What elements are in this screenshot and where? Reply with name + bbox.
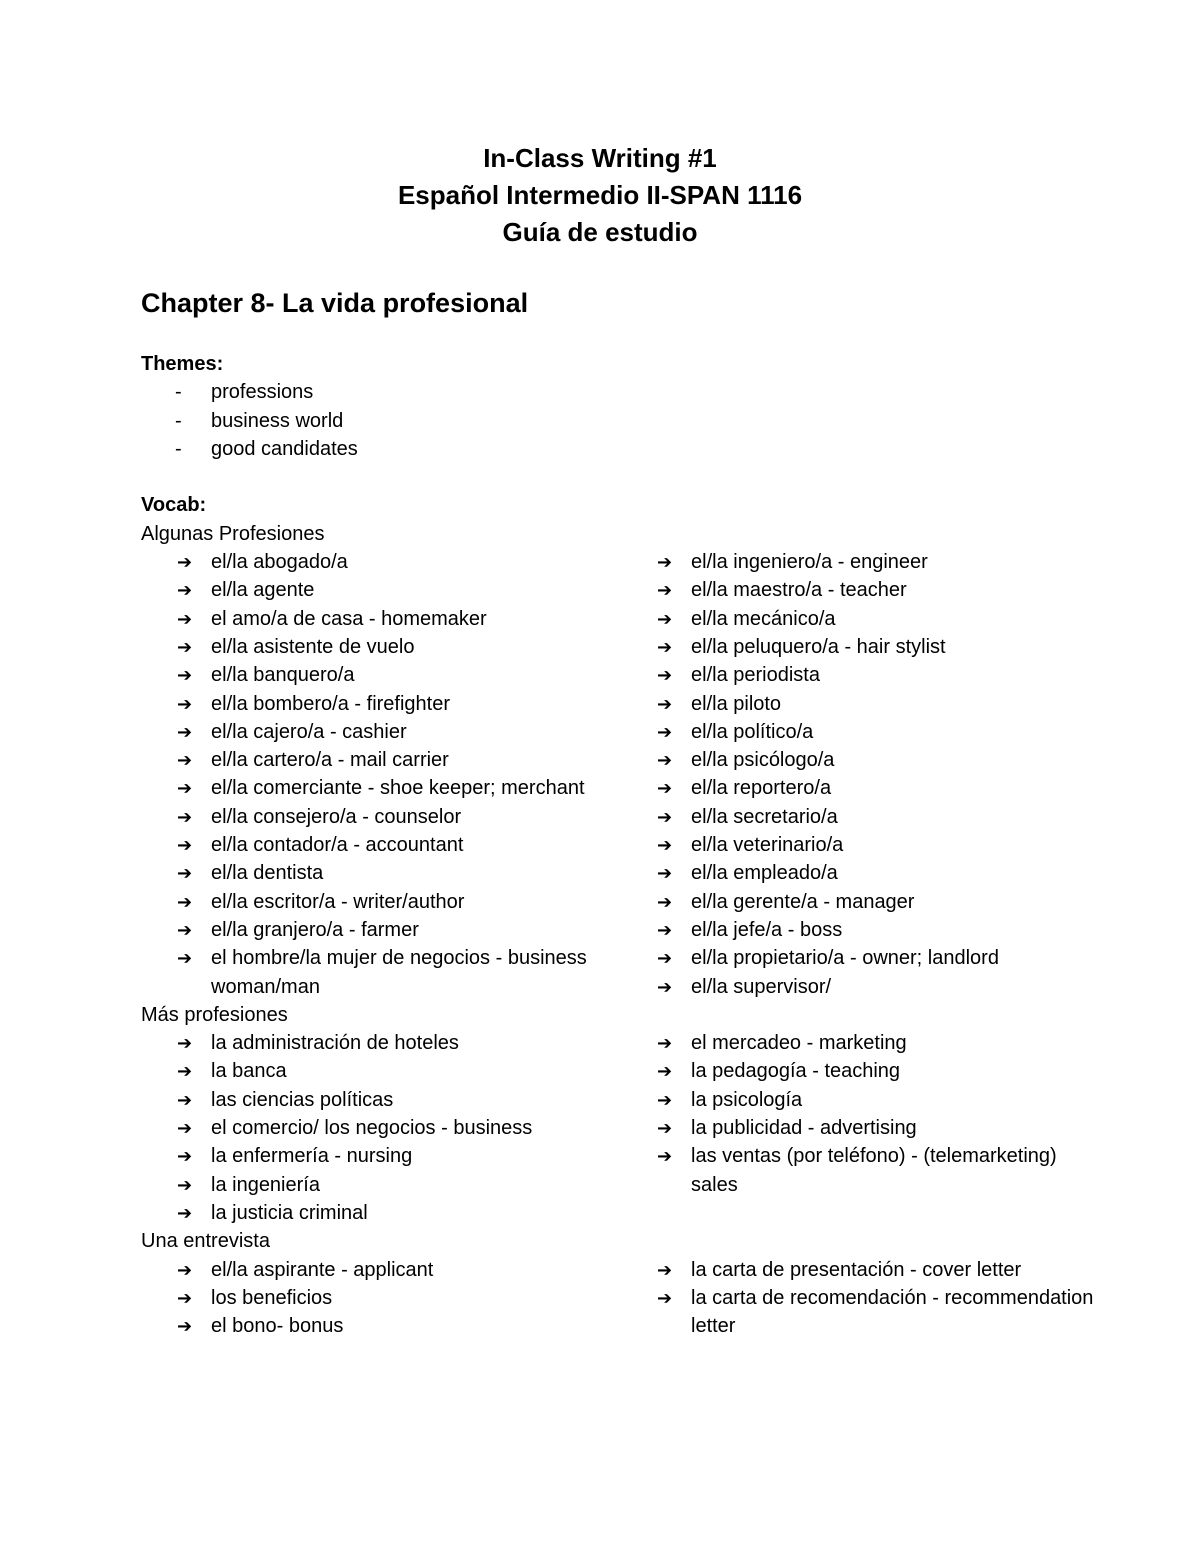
vocab-item [621,1086,1101,1114]
vocab-text: el/la peluquero/a - hair stylist [691,635,946,658]
vocab-text: la pedagogía - teaching [691,1060,901,1083]
vocab-list [621,1256,1101,1341]
vocab-list [621,1029,1101,1199]
vocab-text: el/la abogado/a [211,551,348,574]
vocab-text: el/la asistente de vuelo [211,635,415,658]
arrow-bullet-icon: ➔ [657,806,673,827]
vocab-text: la banca [211,1060,287,1083]
arrow-bullet-icon: ➔ [657,1089,673,1110]
arrow-bullet-icon: ➔ [657,750,673,771]
arrow-bullet-icon: ➔ [657,1061,673,1082]
arrow-bullet-icon: ➔ [177,1118,193,1139]
arrow-bullet-icon: ➔ [177,1259,193,1280]
vocab-text: el/la cartero/a - mail carrier [211,749,449,772]
vocab-list [141,1256,621,1341]
vocab-item [621,859,1101,887]
vocab-item [141,1284,621,1312]
vocab-text: las ciencias políticas [211,1088,394,1111]
vocab-columns [141,548,1101,1001]
vocab-column-right [621,1029,1101,1227]
vocab-text: la enfermería - nursing [211,1145,413,1168]
spacer [141,463,1101,491]
vocab-item [141,661,621,689]
vocab-item [141,888,621,916]
vocab-item [621,576,1101,604]
arrow-bullet-icon: ➔ [177,948,193,969]
arrow-bullet-icon: ➔ [657,863,673,884]
arrow-bullet-icon: ➔ [177,863,193,884]
dash-bullet-icon: - [175,381,182,404]
arrow-bullet-icon: ➔ [657,1118,673,1139]
vocab-item [621,1142,1101,1199]
vocab-text: el/la mecánico/a [691,607,836,630]
arrow-bullet-icon: ➔ [657,948,673,969]
themes-item [141,407,1101,435]
vocab-item [141,1256,621,1284]
arrow-bullet-icon: ➔ [177,1033,193,1054]
arrow-bullet-icon: ➔ [657,580,673,601]
vocab-item [621,1114,1101,1142]
vocab-item [621,548,1101,576]
vocab-text: el bono- bonus [211,1315,344,1338]
vocab-item [141,944,621,1001]
arrow-bullet-icon: ➔ [657,665,673,686]
vocab-text: el/la gerente/a - manager [691,890,915,913]
vocab-text: el/la banquero/a [211,664,355,687]
chapter-title: Chapter 8- La vida profesional [141,288,529,318]
arrow-bullet-icon: ➔ [177,608,193,629]
arrow-bullet-icon: ➔ [657,835,673,856]
vocab-text: las ventas (por teléfono) - (telemarketing) sales [691,1145,1057,1196]
vocab-text: los beneficios [211,1286,333,1309]
arrow-bullet-icon: ➔ [657,778,673,799]
vocab-item [141,1057,621,1085]
vocab-item [621,888,1101,916]
vocab-item [141,831,621,859]
vocab-item [141,1142,621,1170]
vocab-columns [141,1029,1101,1227]
dash-bullet-icon: - [175,437,182,460]
vocab-text: el/la dentista [211,862,324,885]
arrow-bullet-icon: ➔ [657,636,673,657]
document-body [141,350,1101,1340]
arrow-bullet-icon: ➔ [177,665,193,686]
themes-list [141,378,1101,463]
themes-label: Themes: [141,353,224,375]
vocab-item [621,1029,1101,1057]
vocab-section-title: Algunas Profesiones [141,522,325,545]
vocab-item [621,1256,1101,1284]
vocab-text: el/la psicólogo/a [691,749,835,772]
vocab-text: el/la comerciante - shoe keeper; merchant [211,777,585,800]
arrow-bullet-icon: ➔ [657,608,673,629]
vocab-item [621,661,1101,689]
vocab-text: el/la periodista [691,664,820,687]
arrow-bullet-icon: ➔ [177,806,193,827]
vocab-text: la psicología [691,1088,803,1111]
vocab-item [621,944,1101,972]
vocab-column-left [141,1029,621,1227]
arrow-bullet-icon: ➔ [657,1259,673,1280]
arrow-bullet-icon: ➔ [657,919,673,940]
arrow-bullet-icon: ➔ [657,721,673,742]
vocab-text: el/la agente [211,579,315,602]
vocab-text: la justicia criminal [211,1201,368,1224]
vocab-item [141,1029,621,1057]
vocab-text: la publicidad - advertising [691,1117,917,1140]
arrow-bullet-icon: ➔ [177,750,193,771]
vocab-text: el/la político/a [691,720,814,743]
vocab-text: el/la ingeniero/a - engineer [691,551,928,574]
vocab-text: el mercadeo - marketing [691,1032,907,1055]
arrow-bullet-icon: ➔ [177,1287,193,1308]
arrow-bullet-icon: ➔ [177,552,193,573]
vocab-item [141,690,621,718]
header-subtitle: Guía de estudio [502,217,698,247]
vocab-text: la carta de recomendación - recommendation letter [691,1286,1094,1338]
vocab-text: el/la propietario/a - owner; landlord [691,947,999,970]
vocab-item [141,1312,621,1340]
vocab-sections [141,520,1101,1341]
vocab-item [621,718,1101,746]
arrow-bullet-icon: ➔ [177,1316,193,1337]
themes-item [141,435,1101,463]
document-header [0,140,1200,251]
arrow-bullet-icon: ➔ [177,891,193,912]
vocab-item [141,576,621,604]
arrow-bullet-icon: ➔ [177,693,193,714]
vocab-section-title: Más profesiones [141,1003,288,1026]
dash-bullet-icon: - [175,409,182,432]
vocab-text: la ingeniería [211,1173,320,1196]
vocab-item [141,633,621,661]
vocab-item [141,1171,621,1199]
themes-item [141,378,1101,406]
vocab-text: la administración de hoteles [211,1032,459,1055]
arrow-bullet-icon: ➔ [657,1146,673,1167]
arrow-bullet-icon: ➔ [657,976,673,997]
vocab-item [621,973,1101,1001]
header-course: Español Intermedio II-SPAN 1116 [397,180,803,210]
vocab-text: el/la consejero/a - counselor [211,805,462,828]
vocab-item [141,718,621,746]
vocab-item [141,548,621,576]
vocab-text: el/la empleado/a [691,862,838,885]
vocab-column-right [621,1256,1101,1341]
theme-text: good candidates [211,437,358,460]
vocab-list [621,548,1101,1001]
vocab-column-right [621,548,1101,1001]
vocab-item [621,803,1101,831]
arrow-bullet-icon: ➔ [657,693,673,714]
vocab-text: el/la granjero/a - farmer [211,918,419,941]
vocab-label: Vocab: [141,494,207,517]
vocab-text: el amo/a de casa - homemaker [211,607,487,630]
vocab-item [621,1057,1101,1085]
vocab-item [621,690,1101,718]
vocab-text: el/la veterinario/a [691,834,844,857]
vocab-column-left [141,1256,621,1341]
theme-text: business world [211,409,344,432]
theme-text: professions [211,381,314,404]
arrow-bullet-icon: ➔ [177,1202,193,1223]
vocab-item [141,803,621,831]
arrow-bullet-icon: ➔ [177,1146,193,1167]
vocab-columns [141,1256,1101,1341]
vocab-item [621,746,1101,774]
arrow-bullet-icon: ➔ [177,835,193,856]
vocab-text: el hombre/la mujer de negocios - business woman/man [211,947,587,998]
header-title: In-Class Writing #1 [483,143,717,173]
vocab-item [141,605,621,633]
vocab-text: el/la cajero/a - cashier [211,720,407,743]
vocab-text: el comercio/ los negocios - business [211,1117,533,1140]
arrow-bullet-icon: ➔ [177,919,193,940]
arrow-bullet-icon: ➔ [177,636,193,657]
vocab-text: la carta de presentación - cover letter [691,1258,1022,1281]
vocab-item [141,746,621,774]
vocab-item [141,774,621,802]
arrow-bullet-icon: ➔ [177,721,193,742]
vocab-text: el/la contador/a - accountant [211,834,464,857]
vocab-section-title: Una entrevista [141,1230,270,1253]
vocab-text: el/la jefe/a - boss [691,918,843,941]
vocab-list [141,548,621,1001]
vocab-item [141,1114,621,1142]
vocab-text: el/la secretario/a [691,805,838,828]
vocab-text: el/la escritor/a - writer/author [211,890,465,913]
arrow-bullet-icon: ➔ [177,1174,193,1195]
vocab-text: el/la bombero/a - firefighter [211,692,451,715]
arrow-bullet-icon: ➔ [657,552,673,573]
vocab-item [621,916,1101,944]
vocab-text: el/la supervisor/ [691,975,832,998]
vocab-item [141,1086,621,1114]
arrow-bullet-icon: ➔ [657,1287,673,1308]
vocab-list [141,1029,621,1227]
vocab-column-left [141,548,621,1001]
vocab-item [141,1199,621,1227]
arrow-bullet-icon: ➔ [177,1061,193,1082]
vocab-text: el/la aspirante - applicant [211,1258,434,1281]
vocab-item [621,774,1101,802]
arrow-bullet-icon: ➔ [177,580,193,601]
vocab-item [621,605,1101,633]
vocab-item [621,633,1101,661]
vocab-text: el/la piloto [691,692,782,715]
vocab-text: el/la reportero/a [691,777,832,800]
vocab-item [141,859,621,887]
vocab-text: el/la maestro/a - teacher [691,579,907,602]
vocab-item [141,916,621,944]
arrow-bullet-icon: ➔ [177,1089,193,1110]
arrow-bullet-icon: ➔ [657,891,673,912]
vocab-item [621,1284,1101,1341]
arrow-bullet-icon: ➔ [657,1033,673,1054]
vocab-item [621,831,1101,859]
arrow-bullet-icon: ➔ [177,778,193,799]
